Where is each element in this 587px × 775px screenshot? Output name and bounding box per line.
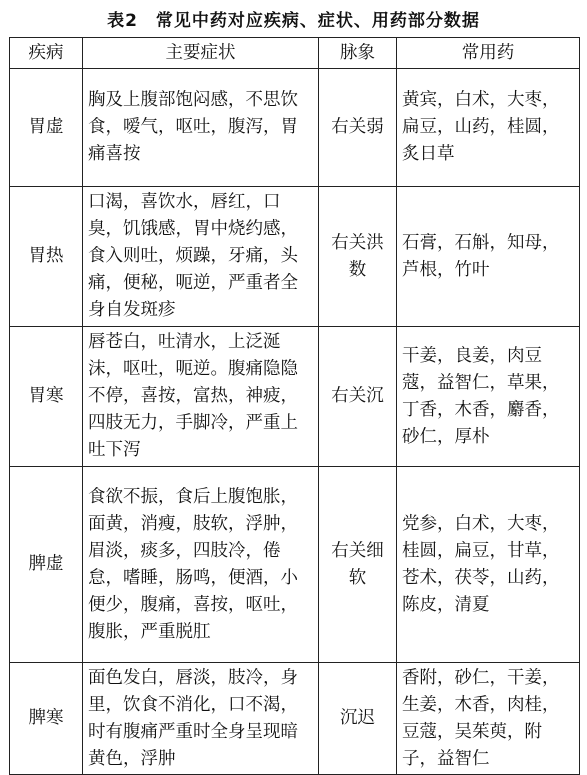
cell-disease: 胃热: [10, 187, 83, 327]
cell-herbs: 党参，白术，大枣，桂圆，扁豆，甘草，苍术，茯苓，山药，陈皮，清夏: [397, 467, 580, 663]
header-herbs: 常用药: [397, 38, 580, 69]
cell-symptoms: 口渴，喜饮水，唇红，口臭，饥饿感，胃中烧约感，食入则吐，烦躁，牙痛，头痛，便秘，呃逆，严重者全身自发斑疹: [83, 187, 319, 327]
cell-disease: 脾虚: [10, 467, 83, 663]
header-symptoms: 主要症状: [83, 38, 319, 69]
cell-disease: 脾寒: [10, 663, 83, 775]
cell-symptoms: 胸及上腹部饱闷感，不思饮食，嗳气，呕吐，腹泻，胃痛喜按: [83, 69, 319, 187]
cell-pulse: 右关细软: [319, 467, 397, 663]
data-table: [9, 37, 580, 775]
cell-herbs: 黄宾，白术，大枣，扁豆，山药，桂圆，炙日草: [397, 69, 580, 187]
table-row: [10, 187, 580, 327]
cell-symptoms: 食欲不振，食后上腹饱胀，面黄，消瘦，肢软，浮肿，眉淡，痰多，四肢冷，倦怠，嗜睡，肠鸣，便酒，小便少，腹痛，喜按，呕吐，腹胀，严重脱肛: [83, 467, 319, 663]
cell-symptoms: 面色发白，唇淡，肢冷，身里，饮食不消化，口不渴，时有腹痛严重时全身呈现暗黄色，浮肿: [83, 663, 319, 775]
header-disease: 疾病: [10, 38, 83, 69]
cell-pulse: 右关洪数: [319, 187, 397, 327]
header-row: [10, 38, 580, 69]
table-row: [10, 467, 580, 663]
cell-pulse: 右关弱: [319, 69, 397, 187]
table-row: [10, 663, 580, 775]
cell-pulse: 沉迟: [319, 663, 397, 775]
cell-symptoms: 唇苍白，吐清水，上泛涎沫，呕吐，呃逆。腹痛隐隐不停，喜按，富热，神疲，四肢无力，手脚冷，严重上吐下泻: [83, 327, 319, 467]
cell-disease: 胃虚: [10, 69, 83, 187]
table-row: [10, 69, 580, 187]
cell-herbs: 石膏，石斛，知母，芦根，竹叶: [397, 187, 580, 327]
cell-disease: 胃寒: [10, 327, 83, 467]
cell-herbs: 香附，砂仁，干姜，生姜，木香，肉桂，豆蔻，吴茱萸，附子，益智仁: [397, 663, 580, 775]
cell-herbs: 干姜，良姜，肉豆蔻，益智仁，草果，丁香，木香，麝香，砂仁，厚朴: [397, 327, 580, 467]
cell-pulse: 右关沉: [319, 327, 397, 467]
table-row: [10, 327, 580, 467]
table-title: 表2 常见中药对应疾病、症状、用药部分数据: [107, 11, 480, 31]
header-pulse: 脉象: [319, 38, 397, 69]
